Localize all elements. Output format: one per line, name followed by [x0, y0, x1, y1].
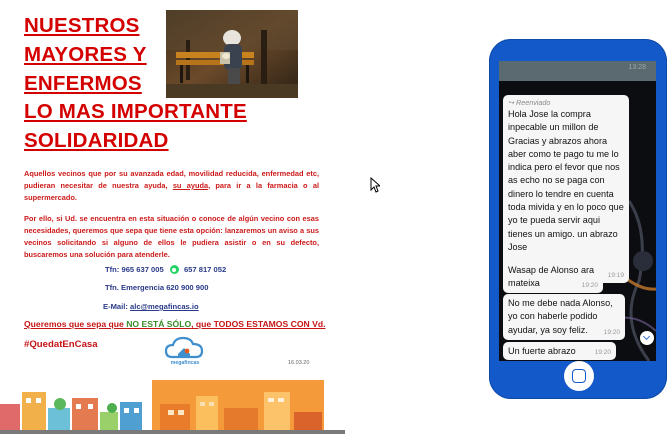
flyer-tagline [24, 319, 325, 329]
mouse-cursor-icon [370, 177, 380, 193]
flyer-date: 16.03.20 [288, 360, 310, 366]
flyer-hashtag: #QuedatEnCasa [24, 339, 98, 350]
email-contact-line [103, 302, 199, 311]
message-bubble-1 [503, 95, 629, 283]
megafincas-logo [164, 335, 206, 371]
forwarded-label: Reenviado [516, 98, 551, 107]
logo-wordmark: megafincas [170, 360, 200, 366]
smartphone-mockup [489, 39, 667, 399]
message-time: 19:20 [603, 328, 620, 336]
message-bubble-3 [503, 294, 625, 340]
elderly-man-on-bench-photo [166, 10, 298, 98]
para1-underlined: su ayuda [172, 180, 209, 190]
whatsapp-chat-screen [499, 61, 656, 361]
phone-label: Tfn: [105, 265, 120, 274]
tagline-part-1: Queremos que sepa que [24, 319, 127, 329]
phone-number: 965 637 005 [121, 265, 164, 274]
whatsapp-icon [170, 265, 179, 274]
flyer-paragraph-2: Por ello, si Ud. se encuentra en esta situación o conoce de algún vecino con esas necesidades, queremos que sepa que tiene esta opción: lanzaremos un aviso a sus vecinos solicitando si alguno de ellos le pudiera asistir o en su defecto, buscaremos una solución para atenderle. [24, 214, 319, 259]
emergency-contact-line [105, 283, 208, 292]
cityscape-illustration [0, 374, 345, 434]
para1-text-end: , para ir a la farmacia o al supermercado. [24, 180, 319, 202]
headline-line-5: SOLIDARIDAD [24, 129, 169, 153]
message-bubble-4 [503, 342, 616, 360]
email-label: E-Mail: [103, 302, 128, 311]
headline-line-2: MAYORES Y [24, 42, 147, 66]
emergency-number: 620 900 900 [166, 283, 209, 292]
message-text: No me debe nada Alonso, yo con haberle podido ayudar, ya soy feliz. [508, 298, 613, 335]
message-time: 19:19 [607, 271, 624, 279]
cloud-house-icon [164, 335, 206, 361]
forwarded-indicator: ↪ Reenviado [508, 98, 551, 107]
home-button[interactable] [564, 361, 594, 391]
email-link[interactable]: alc@megafincas.io [130, 302, 199, 311]
phone-contact-line [105, 265, 226, 274]
para1-text: Aquellos vecinos que por su avanzada edad, movilidad reducida, enfermedad etc, pudieran necesitar de nuestra ayuda, [24, 169, 319, 190]
headline-line-4: LO MAS IMPORTANTE [24, 100, 247, 124]
emergency-label: Tfn. Emergencia [105, 283, 165, 292]
message-time: 19:20 [581, 281, 598, 289]
flyer-paragraph-1 [24, 168, 319, 204]
scroll-down-icon[interactable] [640, 331, 654, 345]
headline-line-3: ENFERMOS [24, 71, 142, 95]
headline-line-1: NUESTROS [24, 14, 140, 37]
message-time: 19:20 [594, 348, 611, 356]
message-bubble-2 [503, 261, 603, 293]
message-text: Hola Jose la compra inpecable un millon de Gracias y abrazos ahora aber como te pago tu me lo indica pero el fevor que nos as echo no se paga con dinero lo tendre en cuenta toda mivida y en lo poco que yo te pueda servir aqui tienes un amigo. un abrazo Jose [508, 109, 624, 252]
whatsapp-number: 657 817 052 [183, 265, 227, 274]
status-time: 13:28 [628, 64, 646, 71]
tagline-part-2: , que TODOS ESTAMOS CON Vd. [191, 319, 326, 329]
tagline-highlight: NO ESTÁ SÓLO [126, 319, 192, 329]
message-text: Un fuerte abrazo [508, 346, 576, 356]
message-text: Wasap de Alonso ara mateixa [508, 265, 595, 289]
